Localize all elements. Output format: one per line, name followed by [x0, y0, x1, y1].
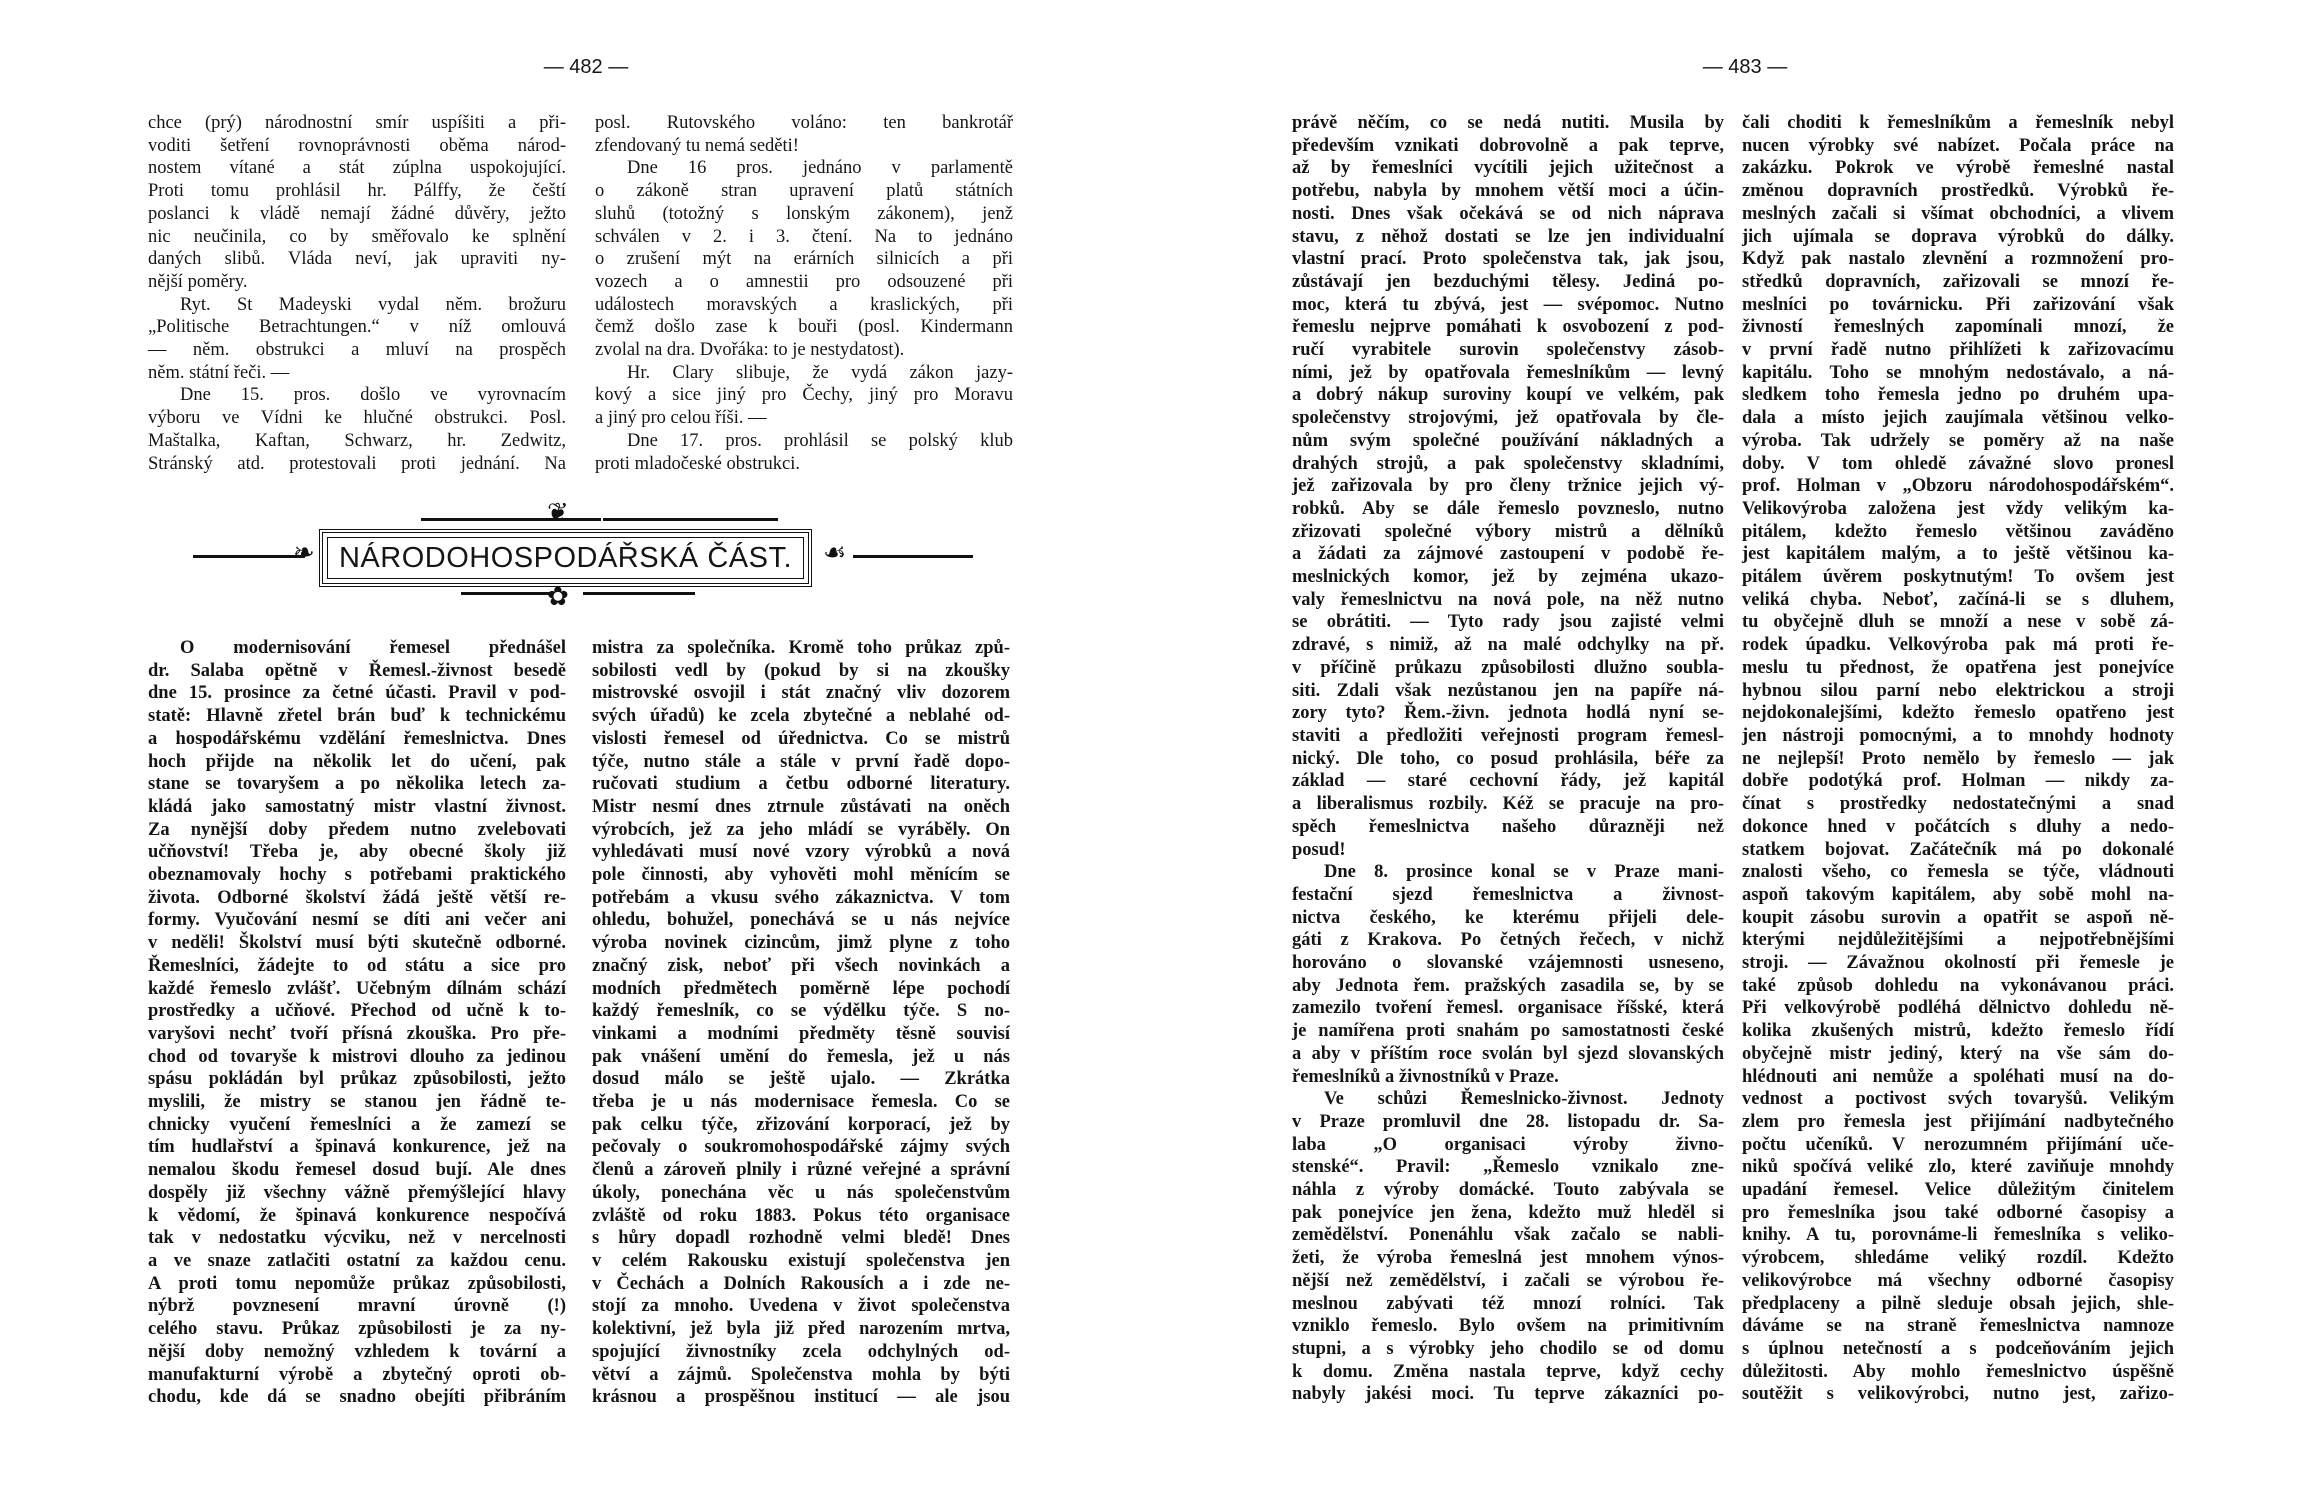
text-line: s úplnou netečností a s podceňováním jejich [1742, 1338, 2174, 1359]
text-line: o zrušení mýt na erárních silnicích a při [595, 249, 1013, 270]
text-line: nům svým společné používání nákladných a [1292, 430, 1724, 451]
text-line: v neděli! Školství musí býti skutečně odborné. [148, 933, 566, 954]
text-line: Ryt. St Madeyski vydal něm. brožuru [180, 294, 566, 315]
text-line: stojí za mnoho. Uvedena v život společenstva [592, 1296, 1010, 1317]
section-heading: NÁRODOHOSPODÁŘSKÁ ČÁST. [338, 541, 793, 574]
text-line: tu obyčejně dluh se množí a nese v sobě zá- [1742, 612, 2174, 633]
text-line: kapitálu. Toho se mnohým nedostávalo, a ná- [1742, 362, 2174, 383]
text-line: čali choditi k řemeslníkům a řemeslník nebyl [1742, 113, 2174, 133]
text-line: nejdokonalejšími, kdežto řemeslo opatřeno jest [1742, 703, 2174, 724]
text-line: zřizovati společné výbory mistrů a dělníků [1292, 521, 1724, 542]
divider [193, 555, 305, 558]
text-line: pitálem úvěrem poskytnutým! To ovšem jest [1742, 567, 2174, 588]
text-line: zakázku. Pokrok ve výrobě řemeslné nastal [1742, 158, 2174, 179]
text-line: spěch řemeslnictva našeho důrazněji než [1292, 816, 1724, 837]
text-line: pitálem, kdežto řemeslo většinou zaváděno [1742, 521, 2174, 542]
text-line: dospěly již všechny vážně přemýšlející hlavy [148, 1182, 566, 1203]
text-line: počtu učeníků. V nerozumném přijímání uče- [1742, 1134, 2174, 1155]
text-line: života. Odborné školství žádá ještě větší re- [148, 887, 566, 908]
divider [853, 555, 973, 558]
text-line: s hůry dopadl rozhodně velmi bledě! Dnes [592, 1228, 1010, 1249]
text-line: náhla z výroby domácké. Touto zabývala se [1292, 1180, 1724, 1201]
text-line: niků spočívá veliké zlo, které zaviňuje mnohdy [1742, 1157, 2174, 1178]
text-line: ohledu, bohužel, ponechává se u nás nejvíce [592, 910, 1010, 931]
text-line: a aby v příštím roce svolán byl sjezd slovanských [1292, 1043, 1724, 1064]
text-line: řemeslníků a živnostníků v Praze. [1292, 1066, 1559, 1087]
text-column-left-bottom-2 [592, 637, 1010, 1409]
text-line: Hr. Clary slibuje, že vydá zákon jazy- [627, 362, 1013, 383]
text-line: Proti tomu prohlásil hr. Pálffy, že čeští [148, 181, 566, 202]
text-line: Řemeslníci, žádejte to od státu a sice pro [148, 955, 566, 976]
text-line: dobře podotýká prof. Holman — nikdy za- [1742, 771, 2174, 792]
text-line: větví a zájmů. Společenstva mohla by býti [592, 1364, 1010, 1385]
text-line: důležitosti. Aby mohlo řemeslnictvo úspěšně [1742, 1361, 2174, 1382]
floral-ornament-icon: ✿ [547, 582, 569, 611]
text-line: pak vnášení umění do řemesla, jež u nás [592, 1046, 1010, 1067]
text-line: spásu pokládán byl průkaz způsobilosti, ježto [148, 1069, 566, 1090]
text-line: nic neučinila, co by směřovalo ke splnění [148, 226, 566, 247]
text-line: zdravé, s nimiž, až na malé odchylky na př. [1292, 635, 1724, 656]
text-line: Stránský atd. protestovali proti jednání. Na [148, 453, 566, 474]
text-line: středků dopravních, zařizovali se mnozí ře- [1742, 271, 2174, 292]
text-line: festační sjezd řemeslnictva a živnost- [1292, 884, 1724, 905]
text-line: o zákoně stran upravení platů státních [595, 181, 1013, 202]
text-line: posud! [1292, 839, 1346, 860]
text-line: chce (prý) národnostní smír uspíšiti a při- [148, 113, 566, 133]
text-line: každý řemeslník, co se výdělku týče. S no- [592, 1001, 1010, 1022]
text-line: výrobcích, jež za jeho mládí se vyráběly. On [592, 819, 1010, 840]
text-line: spojující živnostníky zcela odchylných od- [592, 1341, 1010, 1362]
text-line: v celém Rakousku existují společenstva jen [592, 1250, 1010, 1271]
text-line: zamezilo tvoření řemesl. organisace říšské, která [1292, 998, 1724, 1019]
text-line: vyhledávati musí nové vzory výrobků a nová [592, 842, 1010, 863]
text-line: vislosti řemesel od úřednictva. Co se mistrů [592, 728, 1010, 749]
text-line: kterými nejdůležitějšími a nejpotřebnějšími [1742, 930, 2174, 951]
text-column-left-bottom-1 [148, 637, 566, 1409]
text-line: zůstávají jen bezduchými tělesy. Jediná po- [1292, 271, 1724, 292]
text-line: v Praze promluvil dne 28. listopadu dr. Sa- [1292, 1111, 1724, 1132]
text-line: sledkem toho řemesla jedno po druhém upa- [1742, 385, 2174, 406]
text-line: jich ujímala se doprava výrobků do dálky. [1742, 226, 2174, 247]
text-line: nější než zemědělství, i začali se výrobou ře- [1292, 1270, 1724, 1291]
text-line: znalosti všeho, co řemesla se týče, vládnouti [1742, 862, 2174, 883]
text-line: dokonce hned v počátcích s dluhy a nedo- [1742, 816, 2174, 837]
text-line: vinkami a modními předměty těsně souvisí [592, 1023, 1010, 1044]
text-line: O modernisování řemesel přednášel [180, 638, 566, 658]
text-line: čínat s prostředky nedostatečnými a snad [1742, 794, 2174, 815]
text-line: předplaceny a pilně sleduje obsah jejich, shle- [1742, 1293, 2174, 1314]
text-line: Dne 15. pros. došlo ve vyrovnacím [180, 385, 566, 406]
text-line: výboru ve Vídni ke hlučné obstrukci. Posl. [148, 408, 566, 429]
text-line: a liberalismus rozbily. Kéž se pracuje na pro- [1292, 794, 1724, 815]
text-column-right-2 [1742, 112, 2174, 1406]
text-line: každé řemeslo zvlášť. Učebným dílnám schází [148, 978, 566, 999]
text-line: úkoly, ponechána věc u nás společenstvům [592, 1182, 1010, 1203]
text-line: pro řemeslníka jsou také odborné časopisy a [1742, 1202, 2174, 1223]
text-line: vzniklo řemeslo. Bylo ovšem na primitivním [1292, 1316, 1724, 1337]
text-line: a žádati za zájmové zastoupení v podobě ře- [1292, 544, 1724, 565]
text-line: v příčině průkazu způsobilosti dlužno soubla- [1292, 657, 1724, 678]
text-line: daných slibů. Vláda neví, jak upraviti ny- [148, 249, 566, 270]
text-line: aby Jednota řem. pražských zasadila se, by se [1292, 975, 1724, 996]
text-line: nický. Dle toho, co posud prohlásila, béře za [1292, 748, 1724, 769]
text-line: jež zařizovala by pro členy tržnice jejich vý- [1292, 476, 1724, 497]
text-line: stupni, a s výrobky jeho chodilo se od domu [1292, 1338, 1724, 1359]
text-column-left-top-1 [148, 112, 566, 475]
text-line: knihy. A tu, porovnáme-li řemeslníka s veliko- [1742, 1225, 2174, 1246]
section-heading-banner [193, 500, 973, 610]
text-line: krásnou a prospěšnou institucí — ale jsou [592, 1387, 1010, 1408]
text-line: k domu. Změna nastala teprve, když cechy [1292, 1361, 1724, 1382]
text-line: nemalou škodu řemesel dosud bují. Ale dnes [148, 1160, 566, 1181]
text-line: nucen výrobky své nabízet. Počala práce na [1742, 135, 2174, 156]
text-line: pak celku týče, zřizování korporací, jež by [592, 1114, 1010, 1135]
text-line: v Čechách a Dolních Rakousích a i zde ne- [592, 1273, 1010, 1294]
text-line: Dne 8. prosince konal se v Praze mani- [1324, 862, 1724, 883]
text-line: třeba je u nás modernisace řemesla. Co se [592, 1092, 1010, 1113]
text-line: proti mladočeské obstrukci. [595, 453, 800, 474]
text-line: upadání řemesel. Velice důležitým činitelem [1742, 1180, 2174, 1201]
divider [461, 592, 551, 595]
text-line: statě: Hlavně zřetel brán buď k technickému [148, 706, 566, 727]
text-line: Ve schůzi Řemeslnicko-živnost. Jednoty [1324, 1089, 1724, 1110]
text-line: pole činnosti, aby vyhověti mohl měnícím se [592, 865, 1010, 886]
text-line: a jiný pro celou říši. — [595, 408, 767, 429]
text-line: doby. V tom ohledě závažné slovo pronesl [1742, 453, 2174, 474]
text-line: jest kapitálem malým, a to ještě většinou ka- [1742, 544, 2174, 565]
page-number-left: — 482 — [543, 56, 629, 78]
text-line: tak v nedostatku výcviku, než v nercelnosti [148, 1228, 566, 1249]
scroll-ornament-icon: ❧ [293, 538, 315, 567]
text-line: modních předmětech poměrně lépe pochodí [592, 978, 1010, 999]
text-line: výroba. Tak udržely se poměry až na naše [1742, 430, 2174, 451]
text-line: obyčejně mistr jediný, který na vše sám do- [1742, 1043, 2174, 1064]
text-line: je namířena proti snahám po samostatnosti české [1292, 1021, 1724, 1042]
text-line: potřebu, nabyla by mnohem větší moci a účin- [1292, 181, 1724, 202]
text-line: společenstvy strojovými, jež opatřovala by čle- [1292, 408, 1724, 429]
text-line: jen nástroji pomocnými, a to mnohdy hodnoty [1742, 725, 2174, 746]
text-line: stavu, z něhož dostati se lze jen individualní [1292, 226, 1724, 247]
text-line: velikovýrobce má všechny odborné časopisy [1742, 1270, 2174, 1291]
text-column-right-1 [1292, 112, 1724, 1406]
text-line: moc, která tu zbývá, jest — svépomoc. Nutno [1292, 294, 1724, 315]
text-line: myslili, že mistry se stanou jen řádně te- [148, 1092, 566, 1113]
text-line: značný zisk, neboť při všech novinkách a [592, 955, 1010, 976]
text-line: zory tyto? Řem.-živn. jednota hodlá nyní se- [1292, 703, 1724, 724]
text-line: nosti. Dnes však očekává se od nich náprava [1292, 203, 1724, 224]
text-line: vlastní prací. Proto společenstva tak, jak jsou, [1292, 249, 1724, 270]
text-line: sluhů (totožný s lonským zákonem), jenž [595, 203, 1013, 224]
text-line: posl. Rutovského voláno: ten bankrotář [595, 113, 1013, 133]
text-line: kolika zkušených mistrů, kdežto řemeslo řídí [1742, 1021, 2174, 1042]
text-line: kolektivní, jež byla již před narozením mrtva, [592, 1319, 1010, 1340]
text-line: v první řadě nutno přihlížeti k zařizovacímu [1742, 340, 2174, 361]
text-line: stroji. — Závažnou okolností při řemesle je [1742, 953, 2174, 974]
text-line: a dobrý nákup suroviny koupí ve velkém, pak [1292, 385, 1724, 406]
page-number-right: — 483 — [1702, 56, 1788, 78]
text-line: staviti a předložiti veřejnosti program řemesl- [1292, 725, 1724, 746]
text-line: živností řemeslných zapomínali mnozí, že [1742, 317, 2174, 338]
text-line: tím hudlařství a špinavá konkurence, jež na [148, 1137, 566, 1158]
section-heading-box [319, 529, 812, 587]
text-line: Při velkovýrobě podléhá dělnictvo dohledu ně- [1742, 998, 2174, 1019]
text-line: čemž došlo zase k bouři (posl. Kindermann [595, 317, 1013, 338]
text-line: nější doby nemožný vzhledem k tovární a [148, 1341, 566, 1362]
text-line: rodek úpadku. Velkovýroba pak má proti ře- [1742, 635, 2174, 656]
text-line: zemědělství. Ponenáhlu však začalo se nabli- [1292, 1225, 1724, 1246]
text-line: ne nejlepší! Proto nemělo by řemeslo — jak [1742, 748, 2174, 769]
text-line: celého stavu. Průkaz způsobilosti je za ny- [148, 1319, 566, 1340]
text-line: prostředky a učňové. Přechod od učně k to- [148, 1001, 566, 1022]
text-line: týče, nutno stále a stále v první řadě dopo- [592, 751, 1010, 772]
divider [603, 518, 778, 521]
text-line: žeti, že výroba řemeslná jest mnohem výnos- [1292, 1248, 1724, 1269]
text-line: také způsob dohledu na vykonávanou práci. [1742, 975, 2174, 996]
text-line: zvolal na dra. Dvořáka: to je nestydatost). [595, 340, 905, 361]
text-line: nýbrž povznesení mravní úrovně (!) [148, 1296, 566, 1317]
text-line: obeznamovaly hochy s potřebami praktického [148, 865, 566, 886]
divider [421, 518, 601, 521]
text-line: zfendovaný tu nemá seděti! [595, 135, 799, 156]
text-line: hoch přijde na několik let do učení, pak [148, 751, 566, 772]
text-line: meslnických komor, jež by zejména ukazo- [1292, 567, 1724, 588]
text-line: ními, jež by opatřovala řemeslníkům — levný [1292, 362, 1724, 383]
text-line: změnou dopravních prostředků. Výrobků ře- [1742, 181, 2174, 202]
text-line: schválen v 2. i 3. čtení. Na to jednáno [595, 226, 1013, 247]
text-line: ručovati studium a četbu odborné literatury. [592, 774, 1010, 795]
text-line: nabyly jakési moci. Tu teprve zákazníci po- [1292, 1384, 1724, 1405]
text-line: soutěžit s velikovýrobci, nutno jest, zařizo- [1742, 1384, 2174, 1405]
text-line: sobilosti vedl by (pokud by si na zkoušky [592, 660, 1010, 681]
text-line: Velikovýroba založena jest vždy velikým ka- [1742, 498, 2174, 519]
text-line: dáváme se na straně řemeslnictva namnoze [1742, 1316, 2174, 1337]
text-line: řemeslu nejprve pomáhati k osvobození z pod- [1292, 317, 1724, 338]
text-line: nější poměry. [148, 271, 248, 292]
text-line: hybnou silou parní nebo elektrickou a stroji [1742, 680, 2174, 701]
text-line: chod od tovaryše k mistrovi dlouho za jedinou [148, 1046, 566, 1067]
text-line: A proti tomu nepomůže průkaz způsobilosti, [148, 1273, 566, 1294]
text-line: hlédnouti ani nemůže a spoléhati musí na do- [1742, 1066, 2174, 1087]
text-line: horováno o slovanské vzájemnosti usneseno, [1292, 953, 1724, 974]
text-line: drahých strojů, a pak společenstvy skladními, [1292, 453, 1724, 474]
text-line: dala a místo jejich zaujímala většinou velko- [1742, 408, 2174, 429]
text-column-left-top-2 [595, 112, 1013, 475]
text-line: a ve snaze zatlačiti ostatní za každou cenu. [148, 1250, 566, 1271]
text-line: vozech a o amnestii pro odsouzené při [595, 271, 1013, 292]
text-line: vednost a poctivost svých tovaryšů. Velikým [1742, 1089, 2174, 1110]
text-line: ručí vyrabitele surovin společenstvy zásob- [1292, 340, 1724, 361]
text-line: manufakturní výrobě a zbytečný oproti ob- [148, 1364, 566, 1385]
text-line: prof. Holman v „Obzoru národohospodářském“. [1742, 476, 2174, 497]
text-line: základ — staré cechovní řády, jež kapitál [1292, 771, 1724, 792]
text-line: meslných začali si všímat obchodníci, a vlivem [1742, 203, 2174, 224]
text-line: dr. Salaba opětně v Řemesl.-živnost besedě [148, 660, 566, 681]
text-line: statkem bojovat. Začátečník má po dokonalé [1742, 839, 2174, 860]
text-line: zvláště od roku 1883. Pokus této organisace [592, 1205, 1010, 1226]
text-line: mistrovské osvojil i stát značný vliv dozorem [592, 683, 1010, 704]
text-line: voditi šetření rovnoprávnosti oběma národ- [148, 135, 566, 156]
text-line: chnicky vyučení řemeslníci a že zamezí se [148, 1114, 566, 1135]
text-line: dosud málo se ještě ujalo. — Zkrátka [592, 1069, 1010, 1090]
text-line: nostem vítané a stát zúplna uspokojující. [148, 158, 566, 179]
text-line: siti. Zdali však nezůstanou jen na papíře ná- [1292, 680, 1724, 701]
text-line: stenské“. Pravil: „Řemeslo vznikalo zne- [1292, 1157, 1724, 1178]
text-line: Mistr nesmí dnes ztrnule zůstávati na oněch [592, 796, 1010, 817]
text-line: nictva českého, ke kterému přijeli dele- [1292, 907, 1724, 928]
text-line: aspoň takovým kapitálem, aby sobě mohl na- [1742, 884, 2174, 905]
text-line: událostech moravských a kraslických, při [595, 294, 1013, 315]
text-line: výrobcem, shledáme veliký rozdíl. Kdežto [1742, 1248, 2174, 1269]
text-line: svých úřadů) ke zcela zbytečné a neblahé od- [592, 706, 1010, 727]
text-line: něm. státní řeči. — [148, 362, 290, 383]
text-line: potřebám a vkusu svého zákaznictva. V tom [592, 887, 1010, 908]
text-line: k vědomí, že špinavá konkurence nespočívá [148, 1205, 566, 1226]
text-line: Maštalka, Kaftan, Schwarz, hr. Zedwitz, [148, 430, 566, 451]
text-line: kový a sice jiný pro Čechy, jiný pro Moravu [595, 385, 1013, 406]
text-line: meslu tu přednost, že opatřena jest ponejvíce [1742, 657, 2174, 678]
text-line: a hospodářskému vzdělání řemeslnictva. Dnes [148, 728, 566, 749]
text-line: valy řemeslnictvu na nová pole, na něž nutno [1292, 589, 1724, 610]
text-line: „Politische Betrachtungen.“ v níž omlouvá [148, 317, 566, 338]
text-line: chodu, kde dá se snadno obejíti přibráním [148, 1387, 566, 1408]
text-line: koupit zásobu surovin a opatřit se aspoň ně- [1742, 907, 2174, 928]
text-line: veliká chyba. Neboť, začíná-li se s dluhem, [1742, 589, 2174, 610]
text-line: zlem pro řemesla jest přijímání nadbytečného [1742, 1111, 2174, 1132]
text-line: varyšovi nechť tvoří přísná zkouška. Pro pře- [148, 1023, 566, 1044]
text-line: pečovaly o soukromohospodářské zájmy svých [592, 1137, 1010, 1158]
text-line: stane se tovaryšem a po několika letech za- [148, 774, 566, 795]
text-line: učňovství! Třeba je, aby obecné školy již [148, 842, 566, 863]
divider [583, 592, 695, 595]
text-line: pak ponejvíce jen žena, kdežto muž hleděl si [1292, 1202, 1724, 1223]
text-line: se obrátiti. — Tyto rady jsou zajisté velmi [1292, 612, 1724, 633]
text-line: robků. Aby se dále řemeslo povzneslo, nutno [1292, 498, 1724, 519]
text-line: především vznikati dobrovolně a pak teprve, [1292, 135, 1724, 156]
text-line: dne 15. prosince za četné účasti. Pravil v pod- [148, 683, 566, 704]
text-line: gáti z Krakova. Po četných řečech, v nichž [1292, 930, 1724, 951]
text-line: Za nynější doby předem nutno zvelebovati [148, 819, 566, 840]
text-line: právě něčím, co se nedá nutiti. Musila by [1292, 113, 1724, 133]
text-line: laba „O organisaci výroby živno- [1292, 1134, 1724, 1155]
text-line: formy. Vyučování nesmí se díti ani večer ani [148, 910, 566, 931]
text-line: členů a zároveň plnily i různé veřejné a správní [592, 1160, 1010, 1181]
text-line: až by řemeslníci vycítili jejich užitečnost a [1292, 158, 1724, 179]
text-line: Dne 16 pros. jednáno v parlamentě [627, 158, 1013, 179]
text-line: — něm. obstrukci a mluví na prospěch [148, 340, 566, 361]
text-line: mistra za společníka. Kromě toho průkaz způ- [592, 638, 1010, 658]
floral-ornament-icon: ❦ [547, 498, 569, 527]
text-line: kládá jako samostatný mistr vlastní živnost. [148, 796, 566, 817]
text-line: meslníci po továrnicku. Při zařizování však [1742, 294, 2174, 315]
scroll-ornament-icon: ☙ [823, 538, 847, 567]
text-line: Když pak nastalo zlevnění a rozmnožení pro- [1742, 249, 2174, 270]
text-line: meslnou zabývati též mnozí rolníci. Tak [1292, 1293, 1724, 1314]
text-line: poslanci k vládě nemají žádné důvěry, ježto [148, 203, 566, 224]
text-line: výroba novinek cizincům, jimž plyne z toho [592, 933, 1010, 954]
text-line: Dne 17. pros. prohlásil se polský klub [627, 430, 1013, 451]
